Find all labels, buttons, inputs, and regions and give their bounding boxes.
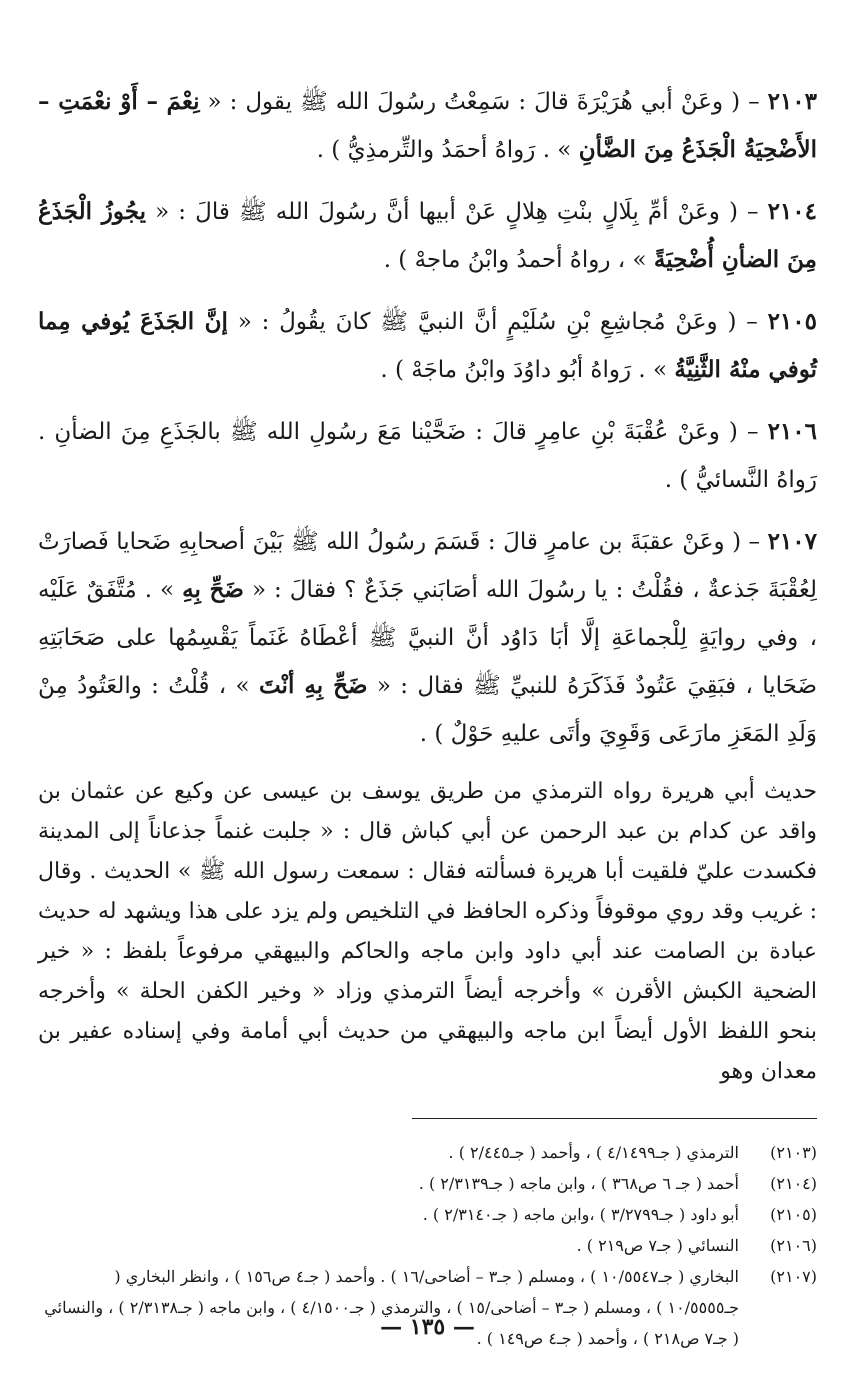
footnote-text: البخاري ( جـ١٠/٥٥٤٧ ) ، ومسلم ( جـ٣ – أضاحى/١٦ ) . وأحمد ( جـ٤ ص١٥٦ ) ، وانظر البخاري ( جـ١٠/٥٥٥٥ ) ، ومسلم ( جـ٣ – أضاحى/١٥ ) ، والترمذي ( جـ٤/١٥٠٠ ) ، وابن ماجه ( جـ٢/٣١٣٨ ) ، والنسائي ( جـ٧ ص٢١٨ ) ، وأحمد ( جـ٤ ص١٤٩ ) . (44, 1267, 739, 1348)
hadith-paragraph (38, 298, 817, 394)
hadith-text: – ( وعَنْ عُقْبَةَ بْنِ عامِرٍ قالَ : ضَحَّيْنا مَعَ رسُولِ الله ﷺ بالجَذَعِ مِنَ الضأنِ . رَواهُ النَّسائيُّ ) . (38, 419, 817, 493)
hadith-quote-text: ضَحِّ بِهِ (182, 576, 244, 603)
footnote-number: (٢١٠٣) (770, 1143, 817, 1162)
hadith-quote-text: ضَحِّ بِهِ أنْتَ (258, 672, 368, 699)
hadith-text: » . مُتَّفَقٌ عَلَيْه ، وفي روايَةٍ لِلْجماعَةِ إلَّا أبَا دَاوُد أنَّ النبيَّ ﷺ أعْطَاهُ غَنَماً يَقْسِمُها على صَحَابَتِهِ ضَحَايا ، فبَقِيَ عَتُودٌ فَذَكَرَهُ للنبيِّ ﷺ فقال : « (38, 577, 818, 699)
hadith-number: ٢١٠٣ (767, 88, 817, 115)
footnote-item (38, 1137, 817, 1168)
footnote-text: أبو داود ( جـ٣/٢٧٩٩ ) ،وابن ماجه ( جـ٢/٣١٤٠ ) . (422, 1205, 739, 1224)
footnote-text: أحمد ( جـ ٦ ص٣٦٨ ) ، وابن ماجه ( جـ٢/٣١٣٩ ) . (418, 1174, 739, 1193)
hadith-text: » . رَواهُ أحمَدُ والتِّرمذِيُّ ) . (316, 137, 579, 163)
hadith-quote-text: نِعْمَ – أَوْ نعْمَتِ – الأَضْحِيَةُ الْجَذَعُ مِنَ الضَّأنِ (38, 88, 817, 163)
footnote-text: الترمذي ( جـ٤/١٤٩٩ ) ، وأحمد ( جـ٢/٤٤٥ ) . (448, 1143, 739, 1162)
page-number: — ١٣٥ — (380, 1314, 475, 1340)
hadith-number: ٢١٠٦ (767, 418, 817, 445)
hadith-paragraph (38, 408, 817, 504)
hadith-text: » ، قُلْتُ : والعَتُودُ مِنْ وَلَدِ المَعَزِ مارَعَى وَقَوِيَ وأتَى عليهِ حَوْلٌ ) . (38, 673, 817, 747)
hadith-text: – ( وعَنْ مُجاشِعِ بْنِ سُلَيْمٍ أنَّ النبيَّ ﷺ كانَ يقُولُ : « (227, 309, 768, 335)
hadith-paragraph (38, 518, 817, 758)
footnote-number: (٢١٠٦) (770, 1236, 817, 1255)
hadith-text: » . رَواهُ أبُو داوُدَ وابْنُ ماجَهْ ) . (380, 357, 675, 383)
footnote-number: (٢١٠٥) (770, 1205, 817, 1224)
hadith-number: ٢١٠٥ (767, 308, 817, 335)
footnote-text: النسائي ( جـ٧ ص٢١٩ ) . (576, 1236, 739, 1255)
footnote-item (38, 1230, 817, 1261)
hadith-text: » ، رواهُ أحمدُ وابْنُ ماجهْ ) . (383, 247, 654, 273)
footnote-number: (٢١٠٤) (770, 1174, 817, 1193)
hadith-quote-text: يجُوزُ الْجَذَعُ مِنَ الضأنِ أُضْحِيَةً (38, 198, 817, 273)
footnote-number: (٢١٠٧) (770, 1267, 817, 1286)
hadith-text: – ( وعَنْ أبي هُرَيْرَةَ قالَ : سَمِعْتُ رسُولَ الله ﷺ يقول : « (199, 89, 768, 115)
hadith-text: – ( وعَنْ عقبَةَ بن عامرٍ قالَ : قَسَمَ رسُولُ الله ﷺ بَيْنَ أصحابِهِ ضَحايا فَصارَتْ لِعُقْبَةَ جَذعةٌ ، فقُلْتُ : يا رسُولَ الله أصَابَني جَذَعٌ ؟ فقالَ : « (38, 529, 817, 603)
hadith-number: ٢١٠٧ (767, 528, 817, 555)
hadith-number: ٢١٠٤ (767, 198, 817, 225)
hadith-quote-text: إنَّ الجَذَعَ يُوفي مِما تُوفي منْهُ الثَّنِيَّةُ (38, 308, 817, 383)
hadith-text: – ( وعَنْ أمِّ بِلَالٍ بنْتِ هِلالٍ عَنْ أبيها أنَّ رسُولَ الله ﷺ قالَ : « (146, 199, 768, 225)
footnote-divider (412, 1118, 817, 1119)
footnote-item (38, 1199, 817, 1230)
hadith-paragraph (38, 188, 817, 284)
hadith-paragraph (38, 78, 817, 174)
commentary-paragraph: حديث أبي هريرة رواه الترمذي من طريق يوسف بن عيسى عن وكيع عن عثمان بن واقد عن كدام بن عبد الرحمن عن أبي كباش قال : « جلبت غنماً جذعاناً إلى المدينة فكسدت عليّ فلقيت أبا هريرة فسألته فقال : سمعت رسول الله ﷺ » الحديث . وقال : غريب وقد روي موقوفاً وذكره الحافظ في التلخيص ولم يزد على هذا ويشهد له حديث عبادة بن الصامت عند أبي داود وابن ماجه والحاكم والبيهقي مرفوعاً بلفظ : « خير الضحية الكبش الأقرن » وأخرجه أيضاً الترمذي وزاد « وخير الكفن الحلة » وأخرجه بنحو اللفظ الأول أيضاً ابن ماجه والبيهقي من حديث أبي أمامة وفي إسناده عفير بن معدان وهو (38, 779, 817, 1084)
footnote-item (38, 1168, 817, 1199)
page-body (38, 78, 817, 1347)
hadith-list (38, 78, 817, 758)
